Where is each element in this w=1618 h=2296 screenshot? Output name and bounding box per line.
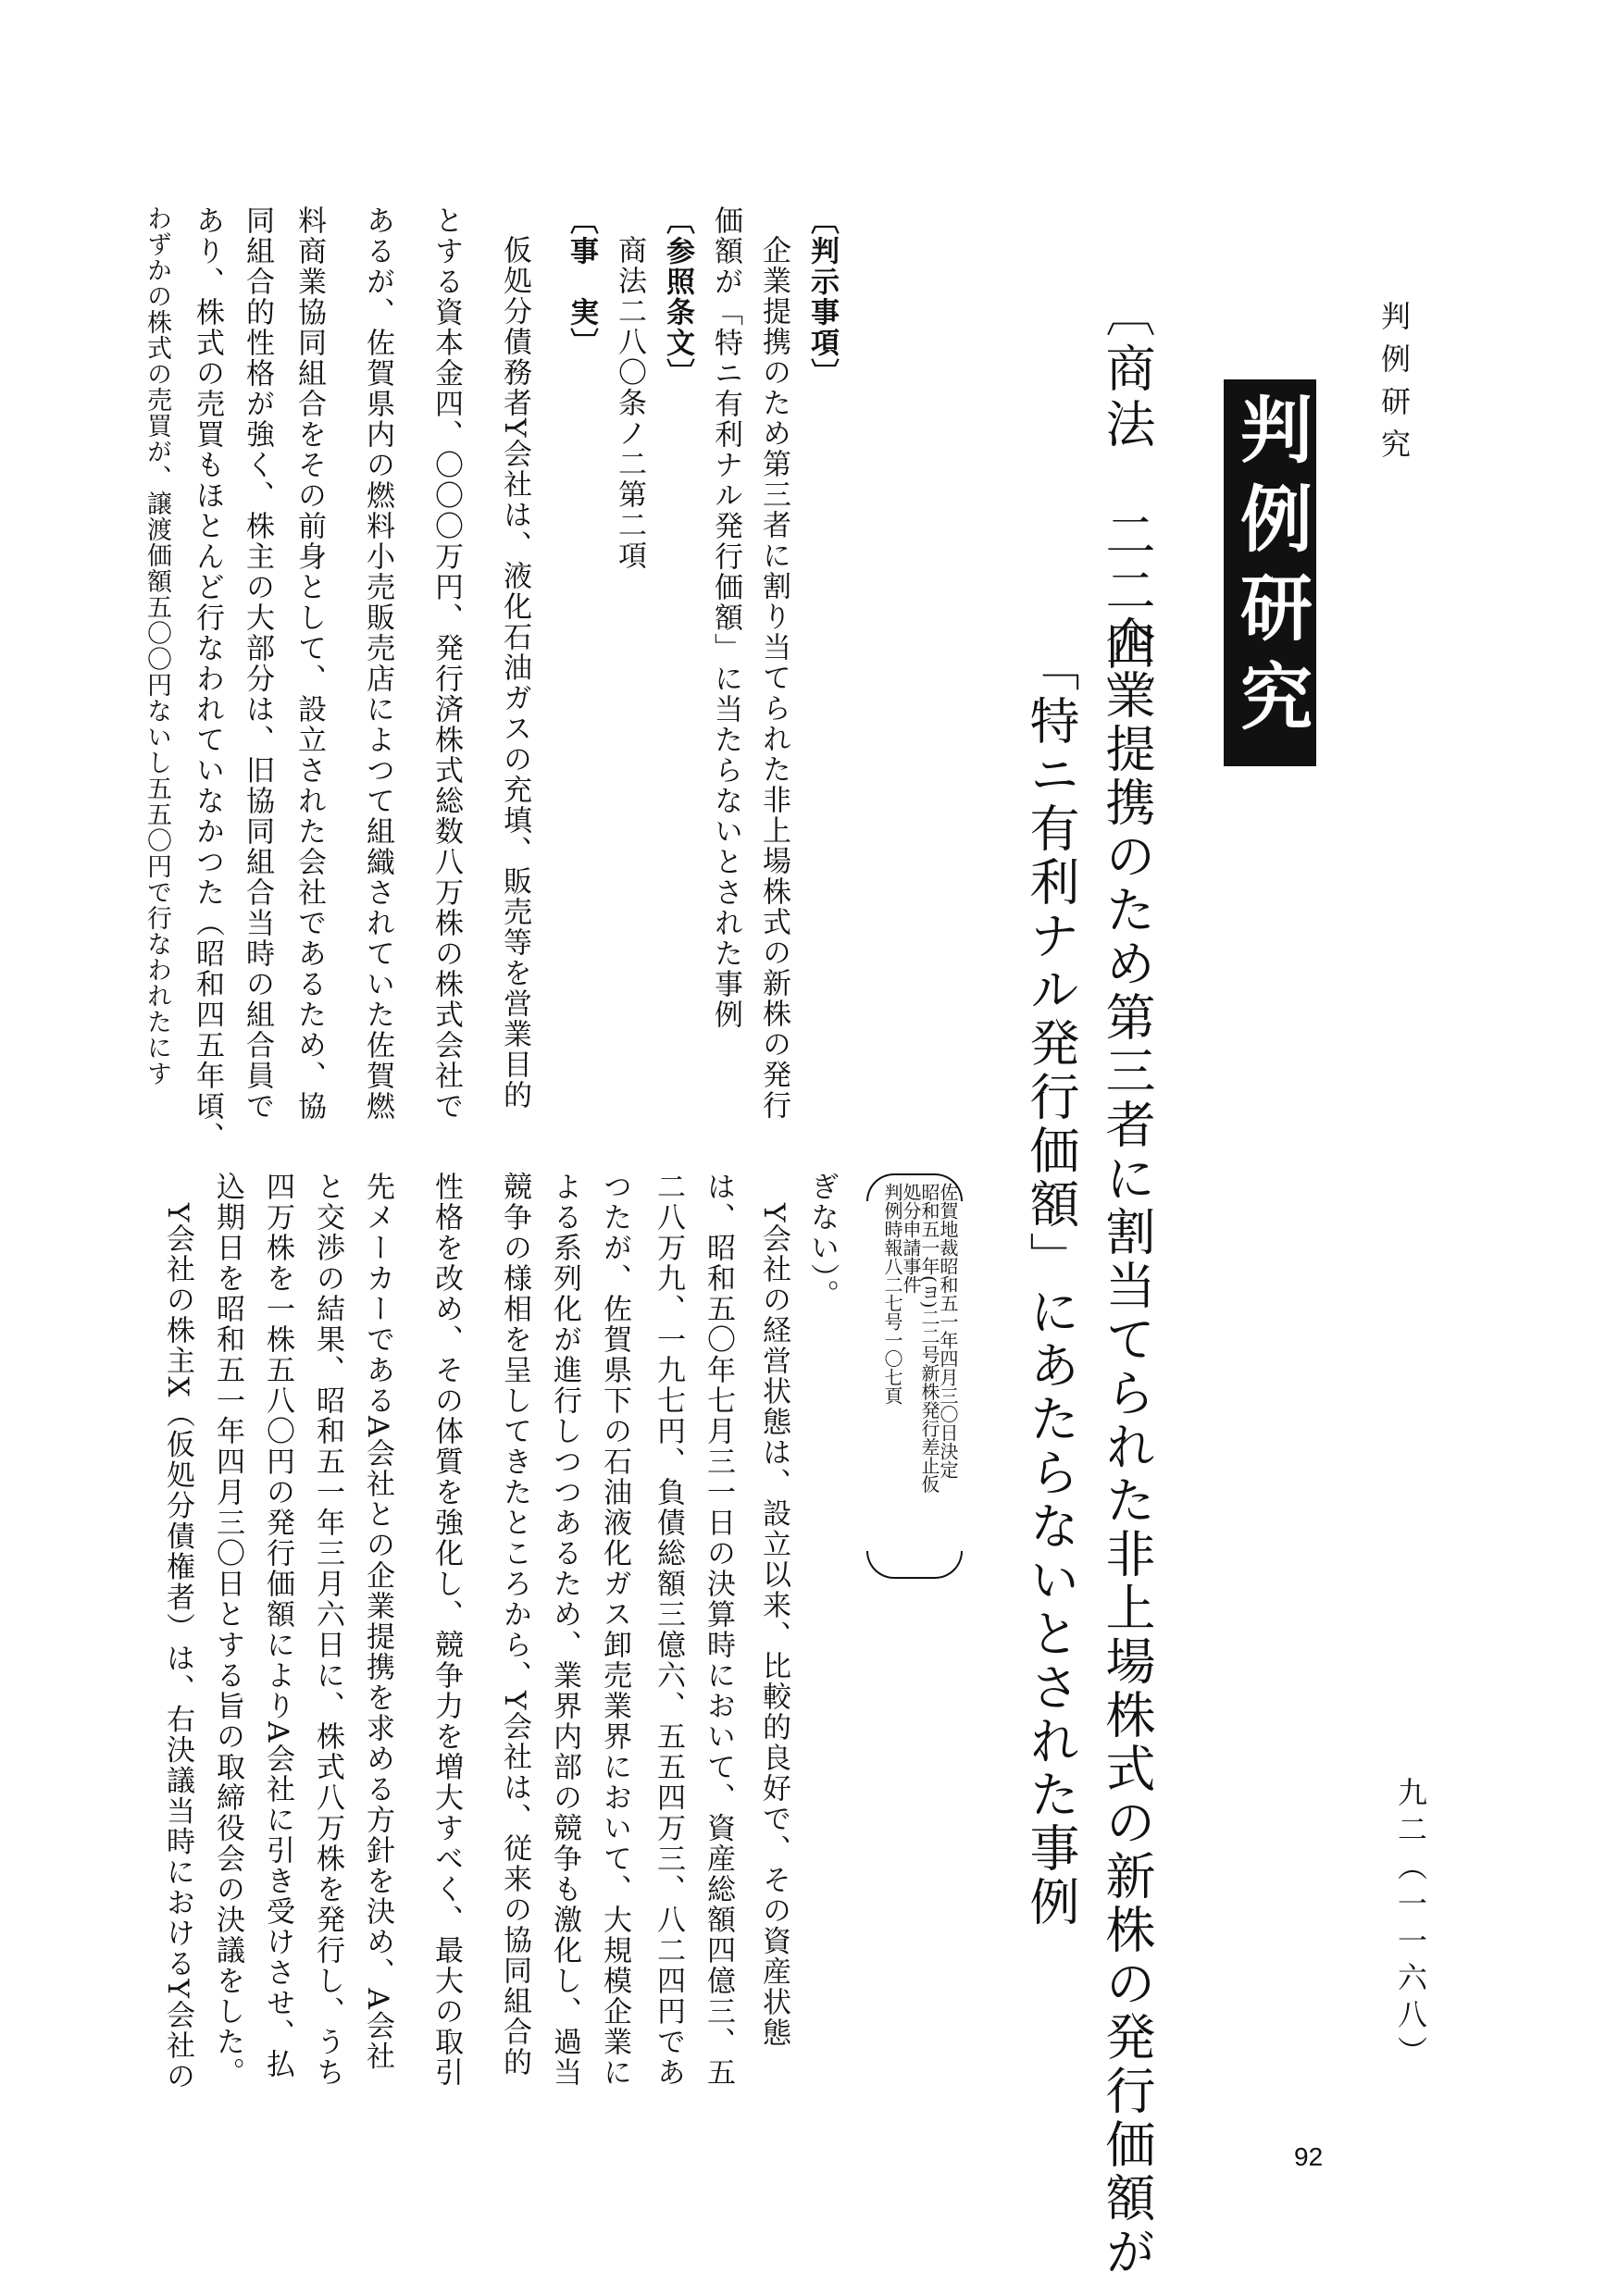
running-header: 判例研究 — [1376, 301, 1412, 471]
citation-line-4: 判例時報八二七号一〇七頁 — [881, 1183, 903, 1405]
page-number: 92 — [1294, 2142, 1324, 2171]
case-title-line-2: 「特ニ有利ナル発行価額」にあたらないとされた事例 — [1022, 641, 1080, 1930]
heading-holding: 〔判示事項〕 — [805, 205, 839, 389]
bottom-column-8: 性格を改め、その体質を強化し、競争力を増大すべく、最大の取引 — [429, 1172, 463, 2088]
top-column-9: あるが、佐賀県内の燃料小売販売店によつて組織されていた佐賀燃 — [361, 205, 394, 1122]
top-column-5: 商法二八〇条ノ二第二項 — [613, 235, 646, 571]
title-badge — [1224, 379, 1316, 766]
top-column-2: 企業提携のため第三者に割り当てられた非上場株式の新株の発行 — [757, 235, 790, 1121]
bottom-column-13: Y会社の株主X（仮処分債権者）は、右決議当時におけるY会社の — [161, 1203, 194, 2091]
bottom-column-7: 競争の様相を呈してきたところから、Y会社は、従来の協同組合的 — [498, 1172, 531, 2079]
citation-line-3: 処分申請事件 — [900, 1183, 922, 1294]
bottom-column-12: 込期日を昭和五一年四月三〇日とする旨の取締役会の決議をした。 — [211, 1172, 244, 2088]
heading-statute: 〔参照条文〕 — [661, 205, 694, 389]
bottom-column-11: 四万株を一株五八〇円の発行価額によりA会社に引き受けさせ、払 — [261, 1172, 294, 2080]
bottom-column-4: 二八万九、一九七円、負債総額三億六、五五四万三、八二四円であ — [652, 1172, 685, 2088]
bottom-column-3: は、昭和五〇年七月三一日の決算時において、資産総額四億三、五 — [702, 1172, 735, 2088]
page-number-kanji: 九二（一一六八） — [1393, 1777, 1428, 2073]
bottom-column-5: つたが、佐賀県下の石油液化ガス卸売業界において、大規模企業に — [598, 1172, 631, 2088]
top-column-10: 料商業協同組合をその前身として、設立された会社であるため、協 — [292, 205, 326, 1122]
top-column-13: わずかの株式の売買が、譲渡価額五〇〇円ないし五五〇円で行なわれたにす — [143, 205, 171, 1086]
bottom-column-1: ぎない）。 — [805, 1172, 839, 1310]
top-column-11: 同組合的性格が強く、株主の大部分は、旧協同組合当時の組合員で — [241, 205, 274, 1122]
top-column-8: とする資本金四、〇〇〇万円、発行済株式総数八万株の株式会社で — [429, 205, 463, 1122]
bottom-column-6: よる系列化が進行しつつあるため、業界内部の競争も激化し、過当 — [548, 1172, 581, 2088]
bottom-column-10: と交渉の結果、昭和五一年三月六日に、株式八万株を発行し、うち — [311, 1172, 344, 2088]
top-column-12: あり、株式の売買もほとんど行なわれていなかつた（昭和四五年頃、 — [191, 205, 224, 1152]
heading-facts: 〔事 実〕 — [565, 205, 598, 358]
top-column-7: 仮処分債務者Y会社は、液化石油ガスの充填、販売等を営業目的 — [498, 235, 531, 1111]
top-column-3: 価額が「特ニ有利ナル発行価額」に当たらないとされた事例 — [709, 205, 742, 1030]
citation-line-2: 昭和五一年(ヨ)二二号新株発行差止仮 — [918, 1183, 940, 1494]
citation-bracket-top — [866, 1173, 963, 1201]
case-number: 〔商法 二二四〕 — [1098, 287, 1156, 731]
title-badge-text: 判例研究 — [1228, 392, 1312, 748]
citation-bracket-bottom — [866, 1551, 963, 1579]
case-title-line-1: 企業提携のため第三者に割当てられた非上場株式の新株の発行価額が — [1098, 615, 1156, 2279]
bottom-column-2: Y会社の経営状態は、設立以来、比較的良好で、その資産状態 — [757, 1203, 790, 2049]
citation-line-1: 佐賀地裁昭和五一年四月三〇日決定 — [937, 1183, 959, 1479]
bottom-column-9: 先メーカーであるA会社との企業提携を求める方針を決め、A会社 — [361, 1172, 394, 2072]
